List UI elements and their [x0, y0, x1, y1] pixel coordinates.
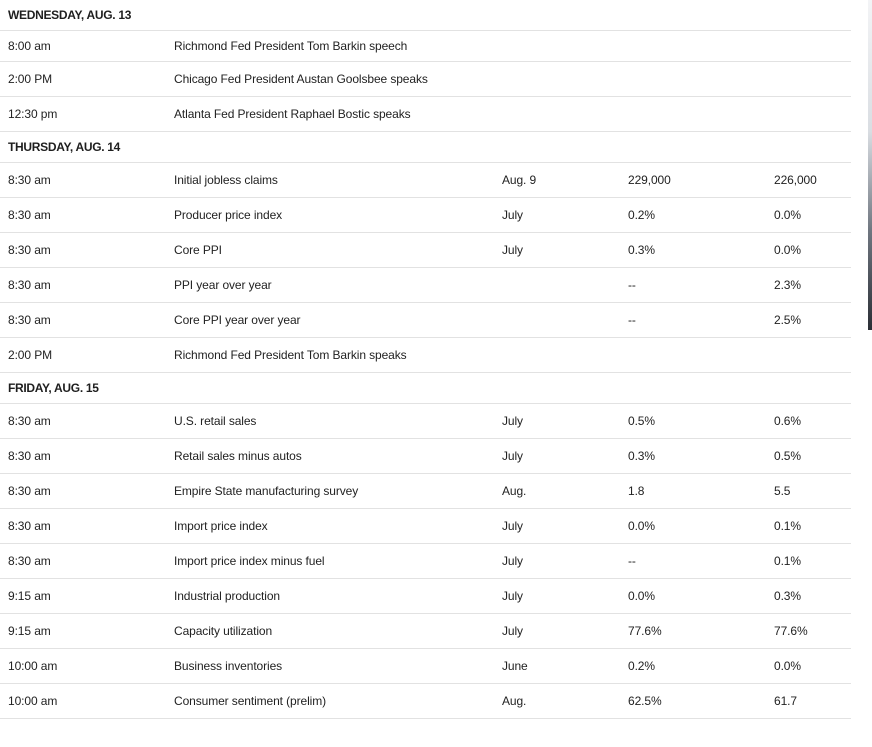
event-forecast: 0.0%: [628, 519, 655, 533]
event-name: Chicago Fed President Austan Goolsbee speaks: [174, 72, 428, 86]
event-name: Industrial production: [174, 589, 280, 603]
event-row: [0, 338, 851, 373]
event-time: 8:30 am: [8, 278, 51, 292]
event-time: 8:30 am: [8, 449, 51, 463]
event-time: 9:15 am: [8, 624, 51, 638]
event-time: 10:00 am: [8, 659, 58, 673]
event-previous: 0.0%: [774, 659, 801, 673]
event-name: Core PPI year over year: [174, 313, 301, 327]
event-row: [0, 439, 851, 474]
event-previous: 0.0%: [774, 243, 801, 257]
event-row: [0, 649, 851, 684]
event-period: July: [502, 589, 523, 603]
event-row: [0, 198, 851, 233]
event-name: Import price index: [174, 519, 268, 533]
event-row: [0, 474, 851, 509]
event-period: Aug.: [502, 484, 527, 498]
event-time: 8:30 am: [8, 484, 51, 498]
event-row: [0, 97, 851, 132]
event-name: Empire State manufacturing survey: [174, 484, 359, 498]
event-row: [0, 31, 851, 62]
event-forecast: --: [628, 313, 636, 327]
event-row: [0, 614, 851, 649]
event-name: Richmond Fed President Tom Barkin speaks: [174, 348, 407, 362]
event-name: Capacity utilization: [174, 624, 273, 638]
event-previous: 77.6%: [774, 624, 808, 638]
event-name: Core PPI: [174, 243, 222, 257]
event-name: Import price index minus fuel: [174, 554, 325, 568]
event-period: June: [502, 659, 528, 673]
event-row: [0, 268, 851, 303]
day-label: WEDNESDAY, AUG. 13: [8, 8, 132, 22]
event-previous: 0.6%: [774, 414, 801, 428]
event-forecast: 0.2%: [628, 208, 655, 222]
event-time: 8:30 am: [8, 554, 51, 568]
event-time: 2:00 PM: [8, 348, 52, 362]
event-previous: 226,000: [774, 173, 817, 187]
event-forecast: 0.2%: [628, 659, 655, 673]
day-label: FRIDAY, AUG. 15: [8, 381, 99, 395]
event-row: [0, 579, 851, 614]
event-forecast: 1.8: [628, 484, 645, 498]
event-row: [0, 163, 851, 198]
event-time: 8:30 am: [8, 414, 51, 428]
event-time: 8:30 am: [8, 313, 51, 327]
event-period: July: [502, 243, 523, 257]
event-name: PPI year over year: [174, 278, 272, 292]
event-time: 8:30 am: [8, 519, 51, 533]
event-previous: 0.1%: [774, 554, 801, 568]
event-period: July: [502, 554, 523, 568]
event-name: Business inventories: [174, 659, 283, 673]
event-period: July: [502, 208, 523, 222]
event-period: Aug. 9: [502, 173, 537, 187]
event-name: Producer price index: [174, 208, 283, 222]
event-time: 8:30 am: [8, 173, 51, 187]
event-time: 8:30 am: [8, 243, 51, 257]
event-forecast: 0.0%: [628, 589, 655, 603]
event-previous: 0.1%: [774, 519, 801, 533]
event-forecast: 77.6%: [628, 624, 662, 638]
event-period: July: [502, 414, 523, 428]
day-label: THURSDAY, AUG. 14: [8, 140, 121, 154]
event-name: Atlanta Fed President Raphael Bostic speaks: [174, 107, 411, 121]
event-previous: 0.3%: [774, 589, 801, 603]
day-header-row: [0, 373, 851, 404]
event-forecast: 0.3%: [628, 449, 655, 463]
event-time: 9:15 am: [8, 589, 51, 603]
edge-blank: [868, 330, 872, 747]
day-header-row: [0, 0, 851, 31]
event-row: [0, 303, 851, 338]
event-period: July: [502, 624, 523, 638]
event-period: July: [502, 449, 523, 463]
event-row: [0, 62, 851, 97]
event-row: [0, 684, 851, 719]
event-time: 12:30 pm: [8, 107, 58, 121]
event-time: 8:00 am: [8, 39, 51, 53]
event-previous: 2.3%: [774, 278, 801, 292]
edge-image-strip: [868, 0, 872, 330]
event-previous: 2.5%: [774, 313, 801, 327]
event-row: [0, 544, 851, 579]
event-forecast: 0.5%: [628, 414, 655, 428]
event-forecast: 229,000: [628, 173, 671, 187]
event-forecast: --: [628, 278, 636, 292]
event-previous: 5.5: [774, 484, 791, 498]
event-previous: 0.5%: [774, 449, 801, 463]
event-previous: 0.0%: [774, 208, 801, 222]
event-name: U.S. retail sales: [174, 414, 257, 428]
event-period: Aug.: [502, 694, 527, 708]
event-name: Retail sales minus autos: [174, 449, 302, 463]
event-name: Richmond Fed President Tom Barkin speech: [174, 39, 408, 53]
event-row: [0, 404, 851, 439]
event-time: 8:30 am: [8, 208, 51, 222]
event-time: 2:00 PM: [8, 72, 52, 86]
event-forecast: 0.3%: [628, 243, 655, 257]
event-time: 10:00 am: [8, 694, 58, 708]
event-forecast: --: [628, 554, 636, 568]
event-row: [0, 233, 851, 268]
event-name: Initial jobless claims: [174, 173, 278, 187]
event-row: [0, 509, 851, 544]
event-previous: 61.7: [774, 694, 797, 708]
event-forecast: 62.5%: [628, 694, 662, 708]
day-header-row: [0, 132, 851, 163]
event-name: Consumer sentiment (prelim): [174, 694, 327, 708]
event-period: July: [502, 519, 523, 533]
